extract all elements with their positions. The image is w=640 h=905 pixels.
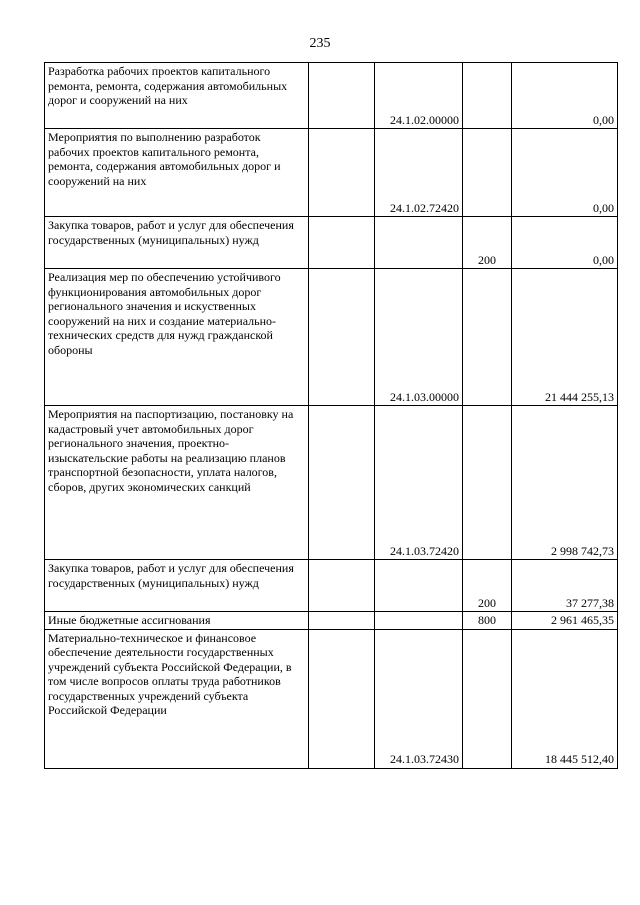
- empty-cell: [309, 560, 375, 612]
- row-name: Мероприятия по выполнению разработок рабочих проектов капитального ремонта, ремонта, содержания автомобильных дорог и сооружений на них: [45, 129, 309, 217]
- row-type: [463, 269, 512, 406]
- row-amount: 0,00: [512, 63, 618, 129]
- table-row: [45, 217, 618, 269]
- row-type: [463, 129, 512, 217]
- row-code: 24.1.03.00000: [375, 269, 463, 406]
- empty-cell: [309, 63, 375, 129]
- empty-cell: [309, 129, 375, 217]
- row-name: Материально-техническое и финансовое обеспечение деятельности государственных учреждений субъекта Российской Федерации, в том числе вопросов оплаты труда работников государственных учреждений субъекта Российской Федерации: [45, 629, 309, 768]
- row-type: [463, 406, 512, 560]
- row-amount: 2 961 465,35: [512, 612, 618, 630]
- row-name: Закупка товаров, работ и услуг для обеспечения государственных (муниципальных) нужд: [45, 560, 309, 612]
- row-name: Разработка рабочих проектов капитального ремонта, ремонта, содержания автомобильных дорог и сооружений на них: [45, 63, 309, 129]
- table-row: [45, 612, 618, 630]
- table-row: [45, 129, 618, 217]
- row-amount: 21 444 255,13: [512, 269, 618, 406]
- row-amount: 0,00: [512, 217, 618, 269]
- row-code: 24.1.02.72420: [375, 129, 463, 217]
- row-name: Закупка товаров, работ и услуг для обеспечения государственных (муниципальных) нужд: [45, 217, 309, 269]
- row-code: [375, 612, 463, 630]
- budget-table: [44, 62, 618, 769]
- row-code: 24.1.03.72430: [375, 629, 463, 768]
- table-row: [45, 629, 618, 768]
- row-name: Иные бюджетные ассигнования: [45, 612, 309, 630]
- table-row: [45, 406, 618, 560]
- row-amount: 18 445 512,40: [512, 629, 618, 768]
- empty-cell: [309, 629, 375, 768]
- empty-cell: [309, 269, 375, 406]
- table-row: [45, 269, 618, 406]
- row-code: 24.1.02.00000: [375, 63, 463, 129]
- row-type: [463, 63, 512, 129]
- row-type: [463, 629, 512, 768]
- row-type: 200: [463, 217, 512, 269]
- row-code: [375, 217, 463, 269]
- row-amount: 0,00: [512, 129, 618, 217]
- table-row: [45, 560, 618, 612]
- table-row: [45, 63, 618, 129]
- row-type: 800: [463, 612, 512, 630]
- row-amount: 2 998 742,73: [512, 406, 618, 560]
- row-code: [375, 560, 463, 612]
- row-name: Реализация мер по обеспечению устойчивого функционирования автомобильных дорог регионального значения и искуственных сооружений на них и создание материально-технических средств для нужд гражданской обороны: [45, 269, 309, 406]
- empty-cell: [309, 612, 375, 630]
- row-name: Мероприятия на паспортизацию, постановку на кадастровый учет автомобильных дорог регионального значения, проектно-изыскательские работы на реализацию планов транспортной безопасности, уплата налогов, сборов, других экономических санкций: [45, 406, 309, 560]
- page-number: 235: [309, 36, 331, 51]
- empty-cell: [309, 406, 375, 560]
- empty-cell: [309, 217, 375, 269]
- row-code: 24.1.03.72420: [375, 406, 463, 560]
- row-type: 200: [463, 560, 512, 612]
- row-amount: 37 277,38: [512, 560, 618, 612]
